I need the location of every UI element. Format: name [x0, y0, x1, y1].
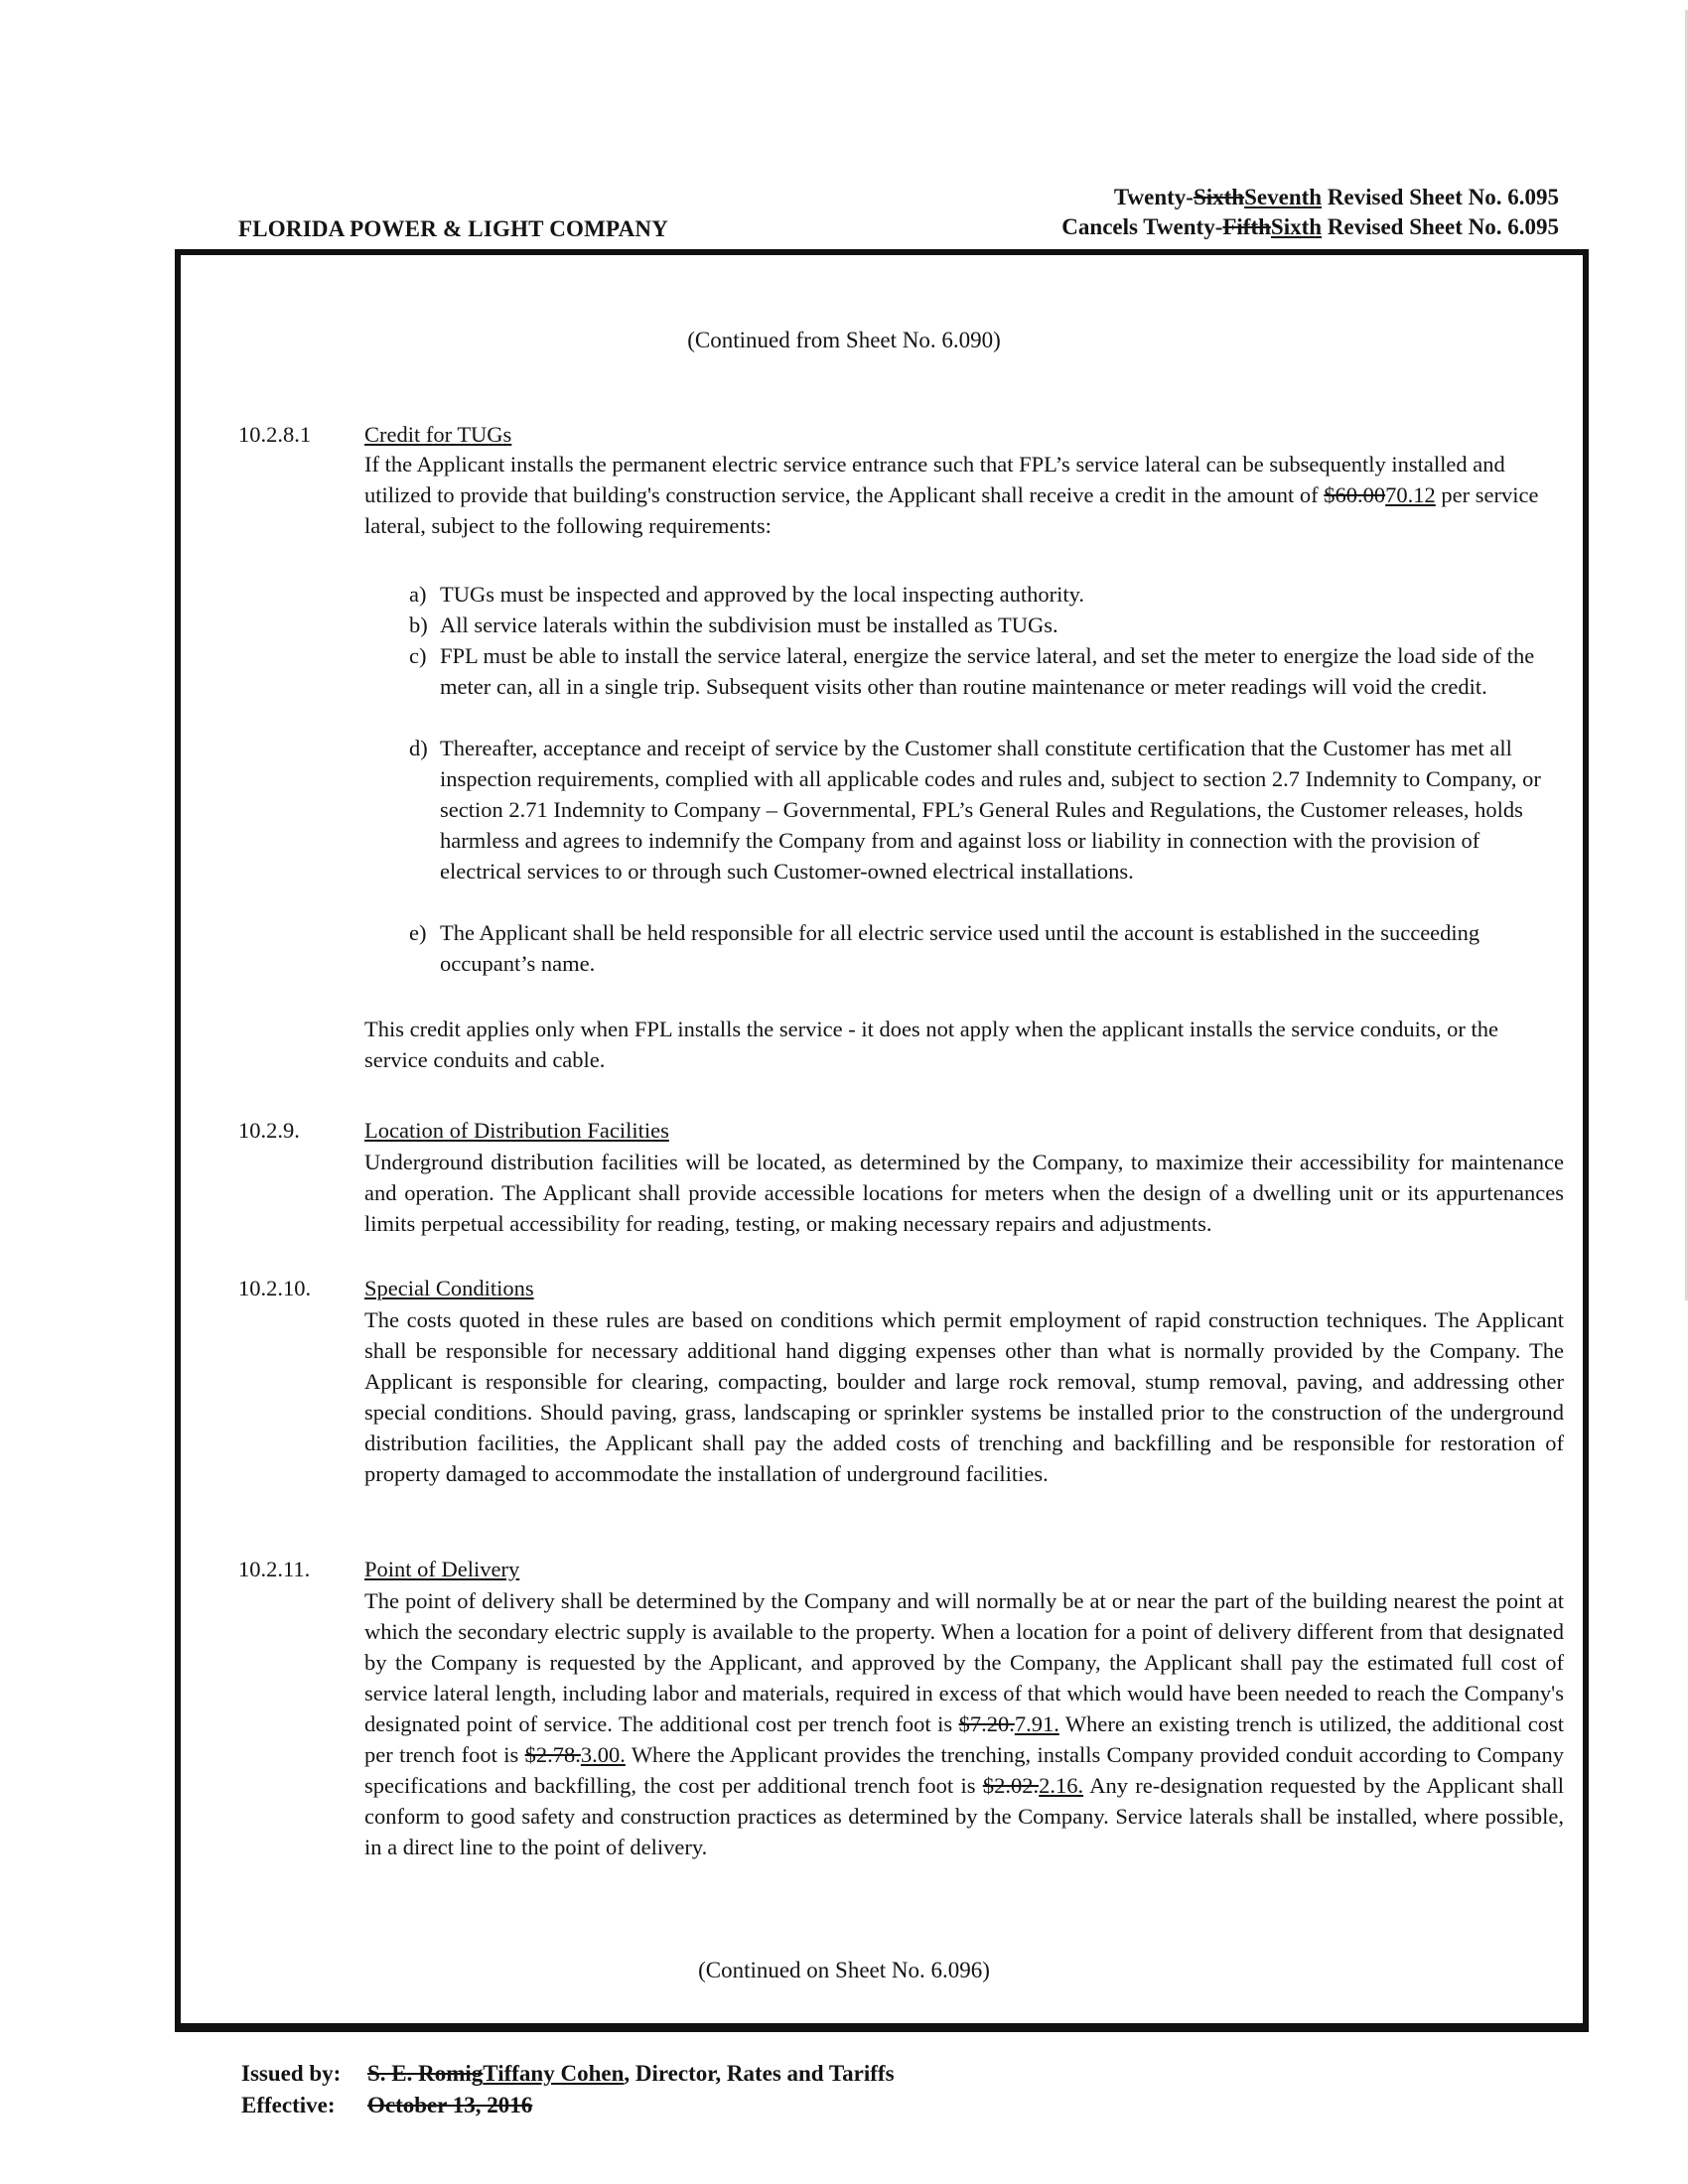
struck-text: $2.02. [982, 1773, 1040, 1798]
section-body: If the Applicant installs the permanent electric service entrance such that FPL’s service lateral can be subsequently installed and utilized to provide that building's construction service, the Applicant shall receive a credit in the amount of $60.0070.12 per service lateral, subject to the following requirements: [364, 452, 1539, 538]
inserted-text: Sixth [1270, 214, 1323, 239]
struck-text: S. E. Romig [367, 2061, 484, 2086]
inserted-text: Seventh [1244, 185, 1323, 209]
continued-from-note: (Continued from Sheet No. 6.090) [687, 328, 1001, 352]
struck-text: $7.20. [958, 1711, 1015, 1736]
section-number: 10.2.9. [238, 1118, 300, 1143]
company-name: FLORIDA POWER & LIGHT COMPANY [238, 216, 669, 241]
struck-text: $2.78. [524, 1742, 581, 1767]
revised-sheet-number: Twenty-SixthSeventh Revised Sheet No. 6.095 [1113, 185, 1559, 209]
inserted-text: 3.00. [580, 1742, 626, 1767]
inserted-text: 70.12 [1385, 482, 1436, 507]
struck-text: $60.00 [1324, 482, 1386, 507]
section-number: 10.2.11. [238, 1557, 311, 1581]
issued-by-label: Issued by: [241, 2061, 342, 2086]
inserted-text: 7.91. [1014, 1711, 1059, 1736]
section-number: 10.2.10. [238, 1276, 312, 1300]
section-title: Credit for TUGs [364, 422, 512, 447]
section-body: The point of delivery shall be determined by the Company and will normally be at or near the part of the building nearest the point at which the secondary electric supply is available to the property. When a location for a point of delivery different from that designated by the Company is requested by the Applicant, and approved by the Company, the Applicant shall pay the estimated full cost of service lateral length, including labor and materials, required in excess of that which would have been needed to reach the Company's designated point of service. The additional cost per trench foot is $7.20.7.91. Where an existing trench is utilized, the additional cost per trench foot is $2.78.3.00. Where the Applicant provides the trenching, installs Company provided conduit according to Company specifications and backfilling, the cost per additional trench foot is $2.02.2.16. Any re-designation requested by the Applicant shall conform to good safety and construction practices as determined by the Company. Service laterals shall be installed, where possible, in a direct line to the point of delivery. [364, 1588, 1565, 1859]
list-item: b) All service laterals within the subdivision must be installed as TUGs. [409, 613, 1058, 637]
struck-text: Sixth [1193, 185, 1245, 209]
list-item: c) FPL must be able to install the service lateral, energize the service lateral, and set the meter to energize the load side of the meter can, all in a single trip. Subsequent visits other than routine maintenance or meter readings will void the credit. [409, 643, 1535, 699]
list-item: d) Thereafter, acceptance and receipt of service by the Customer shall constitute certification that the Customer has met all inspection requirements, complied with all applicable codes and rules and, subject to section 2.7 Indemnity to Company, or section 2.71 Indemnity to Company – Governmental, FPL’s General Rules and Regulations, the Customer releases, holds harmless and agrees to indemnify the Company from and against loss or liability in connection with the provision of electrical services to or through such Customer-owned electrical installations. [409, 736, 1541, 884]
inserted-text: 2.16. [1039, 1773, 1084, 1798]
inserted-text: Tiffany Cohen [483, 2061, 625, 2086]
section-title: Point of Delivery [364, 1557, 520, 1581]
effective-line [241, 2093, 532, 2118]
issued-by-line: Issued by: S. E. RomigTiffany Cohen, Director, Rates and Tariffs [241, 2061, 895, 2086]
section-body: The costs quoted in these rules are based on conditions which permit employment of rapid construction techniques. The Applicant shall be responsible for necessary additional hand digging expenses other than what is normally provided by the Company. The Applicant is responsible for clearing, compacting, boulder and large rock removal, stump removal, paving, and addressing other special conditions. Should paving, grass, landscaping or sprinkler systems be installed prior to the construction of the underground distribution facilities, the Applicant shall pay the added costs of trenching and backfilling and be responsible for restoration of property damaged to accommodate the installation of underground facilities. [364, 1307, 1564, 1486]
section-closing: This credit applies only when FPL installs the service - it does not apply when the applicant installs the service conduits, or the service conduits and cable. [364, 1017, 1499, 1072]
struck-text: Fifth [1222, 214, 1271, 239]
continued-on-note: (Continued on Sheet No. 6.096) [698, 1958, 990, 1982]
section-title: Location of Distribution Facilities [364, 1118, 669, 1143]
cancels-sheet-number: Cancels Twenty-FifthSixth Revised Sheet No. 6.095 [1061, 214, 1559, 239]
section-number: 10.2.8.1 [238, 422, 312, 447]
struck-text: October 13, 2016 [367, 2093, 533, 2117]
section-title: Special Conditions [364, 1276, 534, 1300]
section-body: Underground distribution facilities will be located, as determined by the Company, to maximize their accessibility for maintenance and operation. The Applicant shall provide accessible locations for meters when the design of a dwelling unit or its appurtenances limits perpetual accessibility for reading, testing, or making necessary repairs and adjustments. [364, 1150, 1564, 1236]
effective-label: Effective: [241, 2093, 336, 2117]
list-item: a) TUGs must be inspected and approved by the local inspecting authority. [409, 582, 1085, 607]
list-item: e) The Applicant shall be held responsible for all electric service used until the account is established in the succeeding occupant’s name. [409, 920, 1480, 976]
